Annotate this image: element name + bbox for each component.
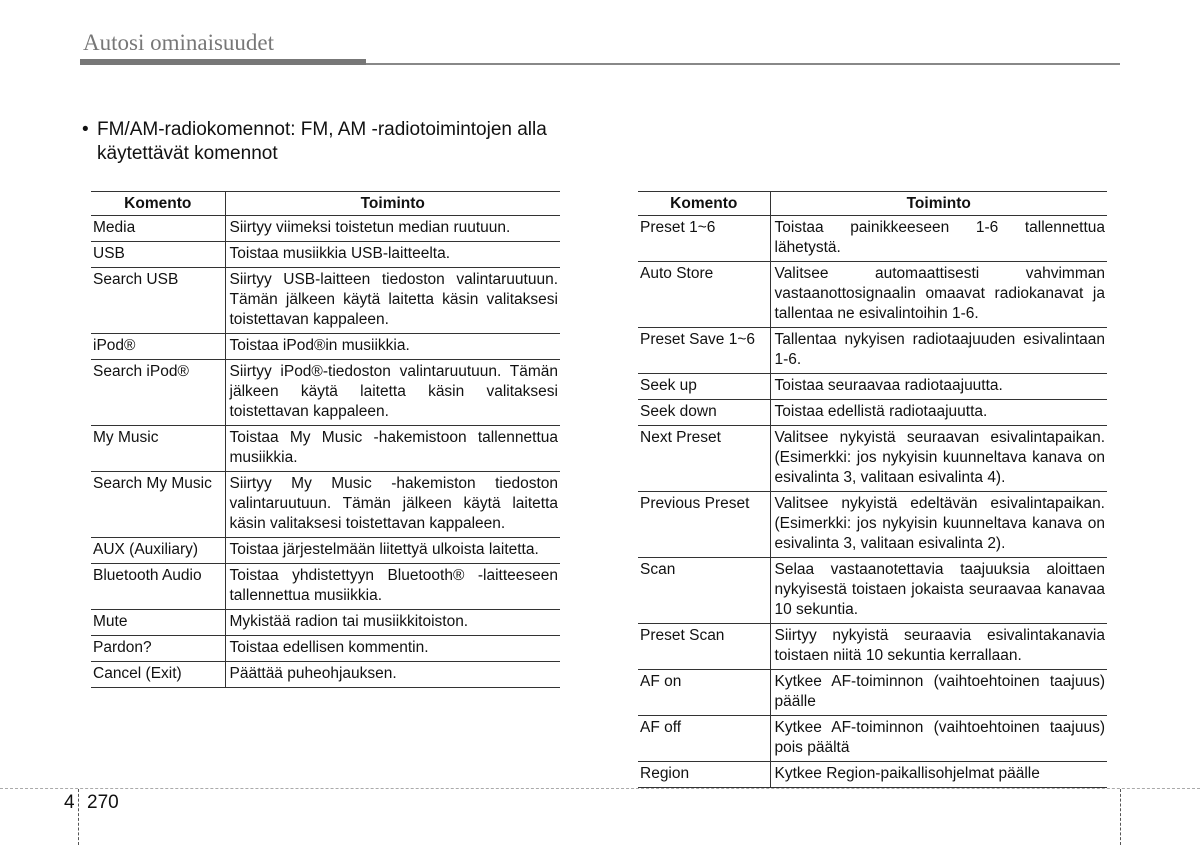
command-table-right bbox=[638, 191, 1107, 788]
intro-text: FM/AM-radiokomennot: FM, AM -radiotoimintojen alla käytettävät komennot bbox=[97, 119, 547, 164]
function-cell: Toistaa iPod®in musiikkia. bbox=[225, 334, 560, 360]
command-cell: Seek down bbox=[638, 400, 770, 426]
command-table-left bbox=[91, 191, 560, 688]
page-number-separator bbox=[78, 789, 79, 845]
table-row bbox=[638, 624, 1107, 670]
function-cell: Toistaa järjestelmään liitettyä ulkoista laitetta. bbox=[225, 538, 560, 564]
function-cell: Tallentaa nykyisen radiotaajuuden esivalintaan 1-6. bbox=[770, 328, 1107, 374]
command-cell: Mute bbox=[91, 610, 225, 636]
column-header-komento: Komento bbox=[91, 192, 225, 216]
header-rule-thick bbox=[80, 59, 366, 65]
table-row bbox=[638, 374, 1107, 400]
command-cell: Pardon? bbox=[91, 636, 225, 662]
function-cell: Toistaa yhdistettyyn Bluetooth® -laitteeseen tallennettua musiikkia. bbox=[225, 564, 560, 610]
intro-paragraph bbox=[82, 118, 602, 166]
table-row bbox=[91, 426, 560, 472]
table-row bbox=[638, 558, 1107, 624]
bullet: • bbox=[82, 119, 89, 140]
table-row bbox=[91, 360, 560, 426]
function-cell: Siirtyy My Music -hakemiston tiedoston valintaruutuun. Tämän jälkeen käytä laitetta käsin valitaksesi toistettavan kappaleen. bbox=[225, 472, 560, 538]
function-cell: Siirtyy USB-laitteen tiedoston valintaruutuun. Tämän jälkeen käytä laitetta käsin valitaksesi toistettavan kappaleen. bbox=[225, 268, 560, 334]
command-cell: Search iPod® bbox=[91, 360, 225, 426]
table-row bbox=[638, 716, 1107, 762]
function-cell: Toistaa musiikkia USB-laitteelta. bbox=[225, 242, 560, 268]
table-row bbox=[638, 262, 1107, 328]
table-row bbox=[91, 610, 560, 636]
function-cell: Toistaa painikkeeseen 1-6 tallennettua lähetystä. bbox=[770, 216, 1107, 262]
command-cell: AF off bbox=[638, 716, 770, 762]
footer-rule bbox=[0, 788, 1200, 789]
column-header-komento: Komento bbox=[638, 192, 770, 216]
function-cell: Toistaa seuraavaa radiotaajuutta. bbox=[770, 374, 1107, 400]
column-header-toiminto: Toiminto bbox=[225, 192, 560, 216]
table-row bbox=[91, 268, 560, 334]
command-cell: Next Preset bbox=[638, 426, 770, 492]
command-cell: Seek up bbox=[638, 374, 770, 400]
table-row bbox=[638, 762, 1107, 788]
function-cell: Mykistää radion tai musiikkitoiston. bbox=[225, 610, 560, 636]
function-cell: Valitsee automaattisesti vahvimman vastaanottosignaalin omaavat radiokanavat ja tallentaa ne esivalintoihin 1-6. bbox=[770, 262, 1107, 328]
table-row bbox=[91, 472, 560, 538]
command-cell: Auto Store bbox=[638, 262, 770, 328]
table-row bbox=[91, 636, 560, 662]
command-cell: Preset Scan bbox=[638, 624, 770, 670]
table-row bbox=[638, 426, 1107, 492]
table-row bbox=[91, 564, 560, 610]
function-cell: Selaa vastaanotettavia taajuuksia aloittaen nykyisestä toistaen jokaista seuraavaa kanavaa 10 sekuntia. bbox=[770, 558, 1107, 624]
function-cell: Päättää puheohjauksen. bbox=[225, 662, 560, 688]
command-cell: Preset Save 1~6 bbox=[638, 328, 770, 374]
table-header-row bbox=[638, 192, 1107, 216]
command-cell: AF on bbox=[638, 670, 770, 716]
command-cell: Cancel (Exit) bbox=[91, 662, 225, 688]
chapter-number: 4 bbox=[64, 792, 75, 813]
table-row bbox=[638, 400, 1107, 426]
table-row bbox=[638, 670, 1107, 716]
function-cell: Siirtyy nykyistä seuraavia esivalintakanavia toistaen niitä 10 sekuntia kerrallaan. bbox=[770, 624, 1107, 670]
table-row bbox=[91, 242, 560, 268]
function-cell: Siirtyy iPod®-tiedoston valintaruutuun. Tämän jälkeen käytä laitetta käsin valitaksesi toistettavan kappaleen. bbox=[225, 360, 560, 426]
table-row bbox=[638, 216, 1107, 262]
table-row bbox=[91, 334, 560, 360]
function-cell: Toistaa edellisen kommentin. bbox=[225, 636, 560, 662]
command-cell: AUX (Auxiliary) bbox=[91, 538, 225, 564]
command-cell: Previous Preset bbox=[638, 492, 770, 558]
column-header-toiminto: Toiminto bbox=[770, 192, 1107, 216]
command-cell: Media bbox=[91, 216, 225, 242]
function-cell: Valitsee nykyistä seuraavan esivalintapaikan. (Esimerkki: jos nykyisin kuunneltava kanava on esivalinta 3, valitaan esivalinta 4). bbox=[770, 426, 1107, 492]
table-row bbox=[638, 492, 1107, 558]
function-cell: Valitsee nykyistä edeltävän esivalintapaikan. (Esimerkki: jos nykyisin kuunneltava kanava on esivalinta 3, valitaan esivalinta 2). bbox=[770, 492, 1107, 558]
function-cell: Toistaa My Music -hakemistoon tallennettua musiikkia. bbox=[225, 426, 560, 472]
page-header-title: Autosi ominaisuudet bbox=[83, 30, 275, 55]
crop-mark bbox=[1120, 789, 1121, 845]
header-rule-thin bbox=[366, 63, 1120, 65]
function-cell: Kytkee Region-paikallisohjelmat päälle bbox=[770, 762, 1107, 788]
command-cell: Bluetooth Audio bbox=[91, 564, 225, 610]
function-cell: Toistaa edellistä radiotaajuutta. bbox=[770, 400, 1107, 426]
function-cell: Kytkee AF-toiminnon (vaihtoehtoinen taajuus) pois päältä bbox=[770, 716, 1107, 762]
table-row bbox=[91, 538, 560, 564]
command-cell: Search My Music bbox=[91, 472, 225, 538]
command-cell: My Music bbox=[91, 426, 225, 472]
table-row bbox=[91, 216, 560, 242]
command-cell: Preset 1~6 bbox=[638, 216, 770, 262]
function-cell: Siirtyy viimeksi toistetun median ruutuun. bbox=[225, 216, 560, 242]
command-cell: Scan bbox=[638, 558, 770, 624]
command-cell: Region bbox=[638, 762, 770, 788]
command-cell: Search USB bbox=[91, 268, 225, 334]
command-cell: iPod® bbox=[91, 334, 225, 360]
function-cell: Kytkee AF-toiminnon (vaihtoehtoinen taajuus) päälle bbox=[770, 670, 1107, 716]
table-header-row bbox=[91, 192, 560, 216]
page-number: 270 bbox=[87, 792, 119, 813]
table-row bbox=[638, 328, 1107, 374]
table-row bbox=[91, 662, 560, 688]
command-cell: USB bbox=[91, 242, 225, 268]
